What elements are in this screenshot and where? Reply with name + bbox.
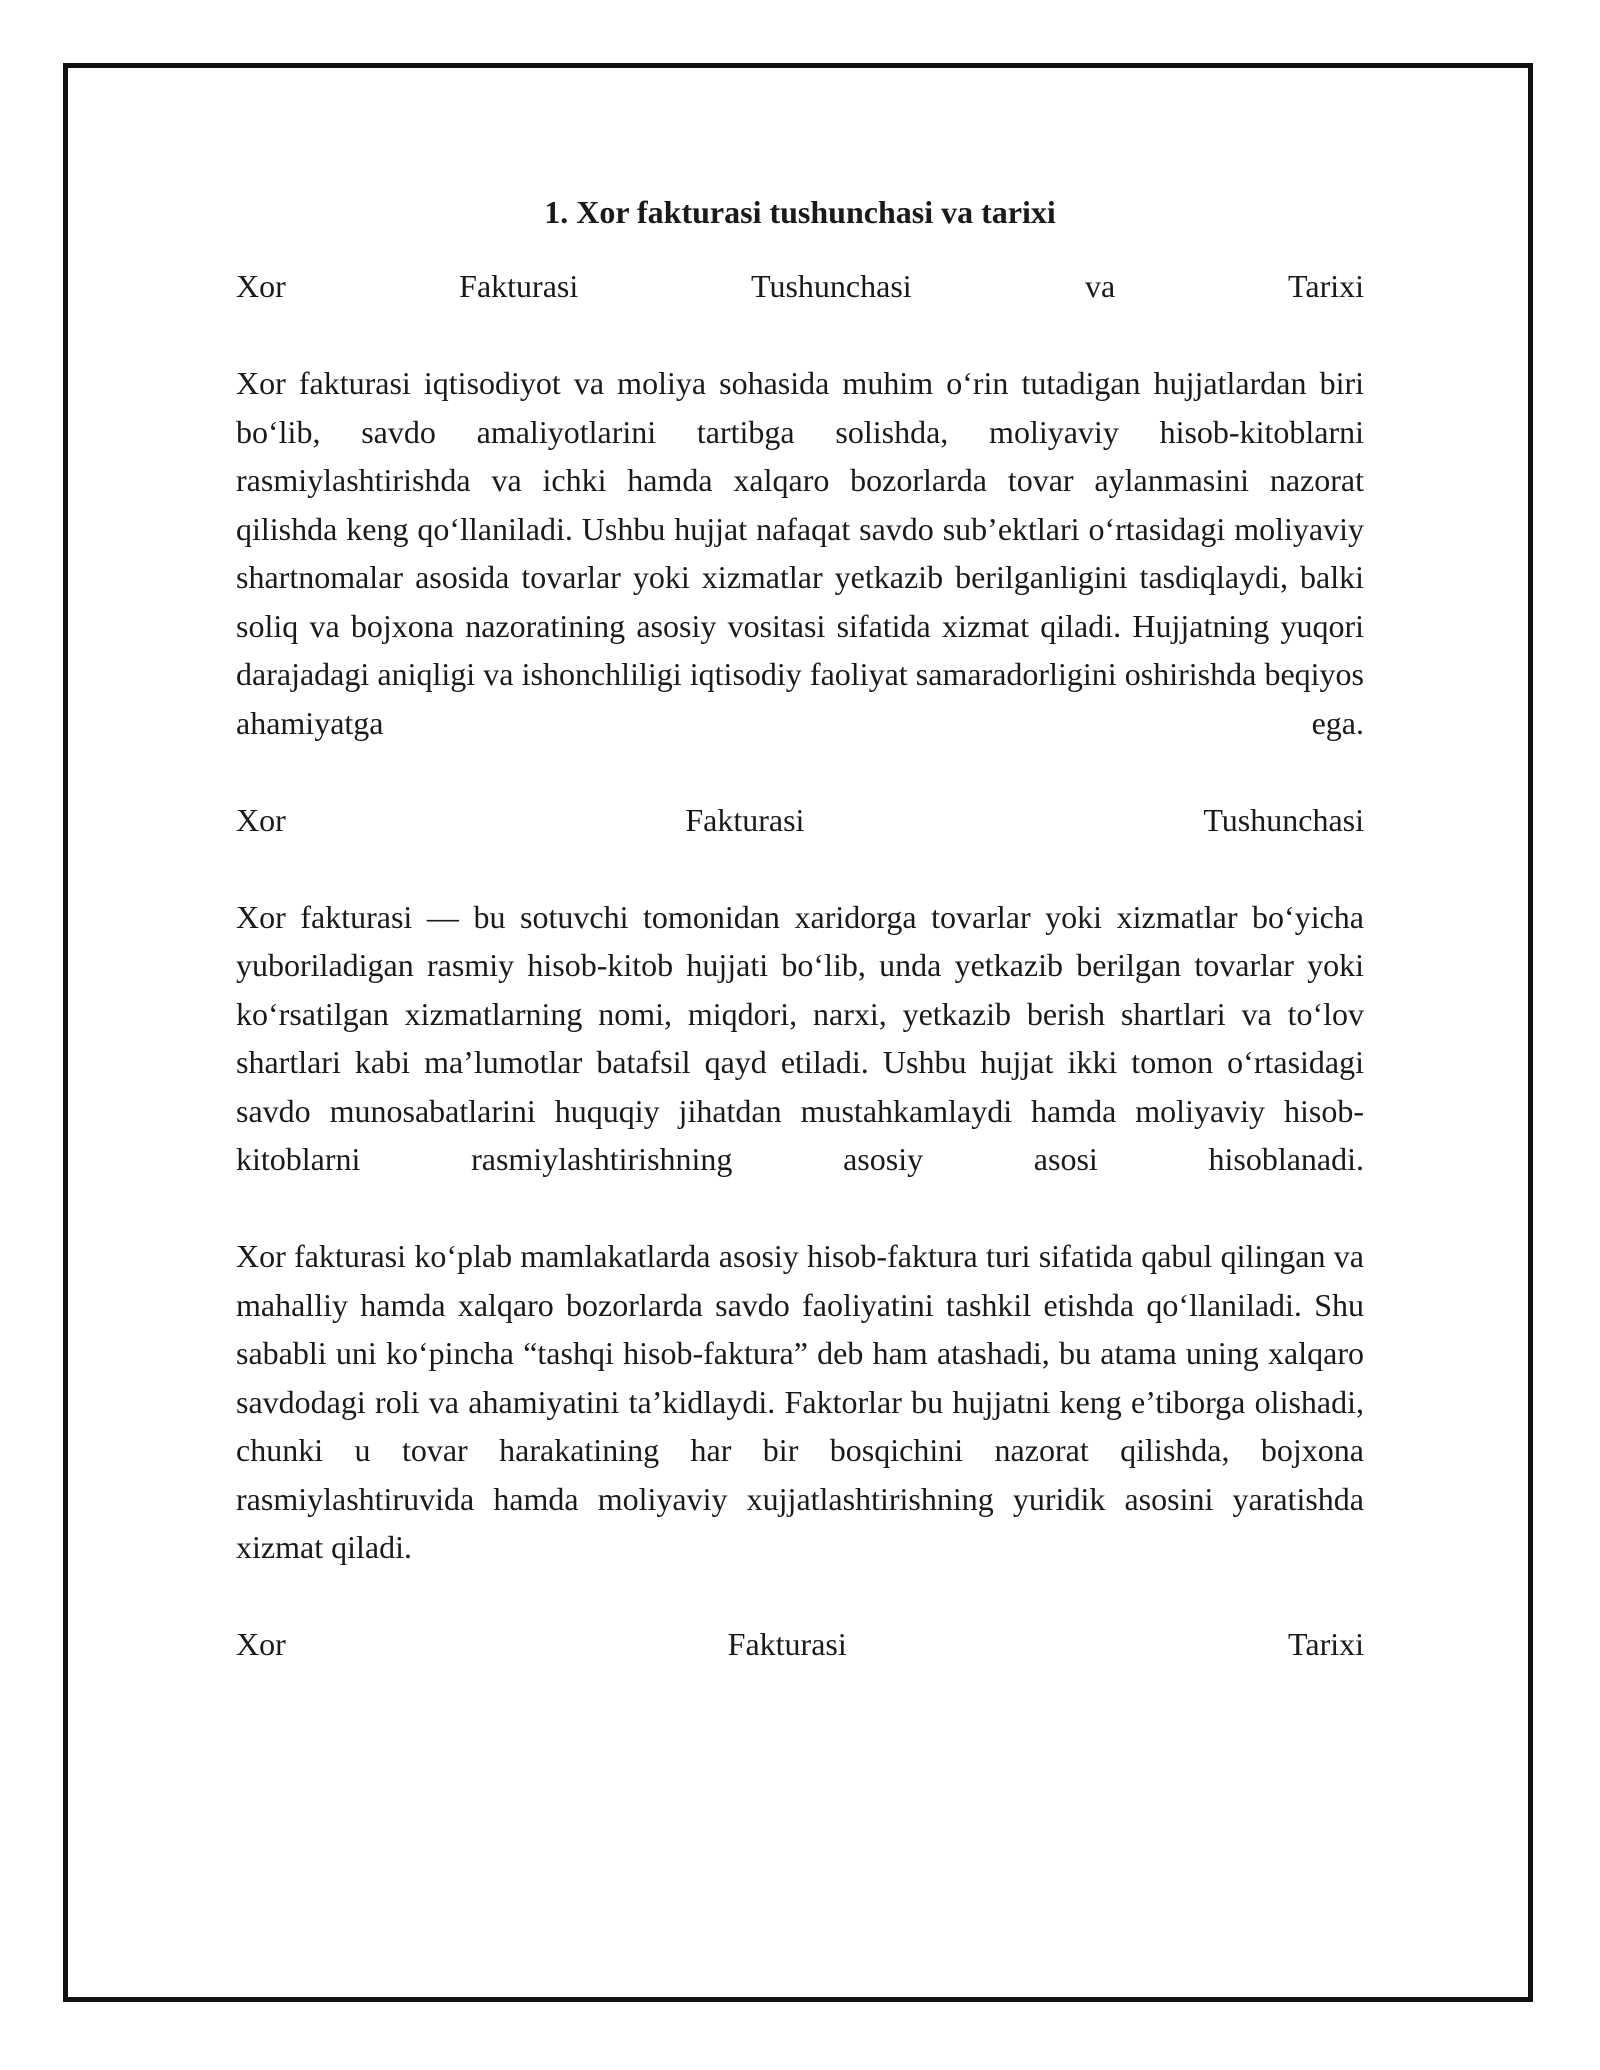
- usage-paragraph: Xor fakturasi ko‘plab mamlakatlarda asosiy hisob-faktura turi sifatida qabul qilingan va mahalliy hamda xalqaro bozorlarda savdo faoliyatini tashkil etishda qo‘llaniladi. Shu sababli uni ko‘pincha “tashqi hisob-faktura” deb ham atashadi, bu atama uning xalqaro savdodagi roli va ahamiyatini ta’kidlaydi. Faktorlar bu hujjatni keng e’tiborga olishadi, chunki u tovar harakatining har bir bosqichini nazorat qilishda, bojxona rasmiylashtiruvida hamda moliyaviy xujjatlashtirishning yuridik asosini yaratishda xizmat qiladi.: [236, 1238, 1364, 1565]
- document-body: [236, 188, 1364, 1717]
- section-heading-concept: Xor Fakturasi Tushunchasi: [236, 801, 1364, 838]
- definition-paragraph: Xor fakturasi — bu sotuvchi tomonidan xaridorga tovarlar yoki xizmatlar bo‘yicha yuboriladigan rasmiy hisob-kitob hujjati bo‘lib, unda yetkazib berilgan tovarlar yoki ko‘rsatilgan xizmatlarning nomi, miqdori, narxi, yetkazib berish shartlari va to‘lov shartlari kabi ma’lumotlar batafsil qayd etiladi. Ushbu hujjat ikki tomon o‘rtasidagi savdo munosabatlarini huquqiy jihatdan mustahkamlaydi hamda moliyaviy hisob-kitoblarni rasmiylashtirishning asosiy asosi hisoblanadi.: [236, 898, 1364, 1177]
- section-heading-history: Xor Fakturasi Tarixi: [236, 1626, 1364, 1662]
- section-heading-concept-and-history: Xor Fakturasi Tushunchasi va Tarixi: [236, 268, 1364, 304]
- intro-paragraph: Xor fakturasi iqtisodiyot va moliya sohasida muhim o‘rin tutadigan hujjatlardan biri bo‘lib, savdo amaliyotlarini tartibga solishda, moliyaviy hisob-kitoblarni rasmiylashtirishda va ichki hamda xalqaro bozorlarda tovar aylanmasini nazorat qilishda keng qo‘llaniladi. Ushbu hujjat nafaqat savdo sub’ektlari o‘rtasidagi moliyaviy shartnomalar asosida tovarlar yoki xizmatlar yetkazib berilganligini tasdiqlaydi, balki soliq va bojxona nazoratining asosiy vositasi sifatida xizmat qiladi. Hujjatning yuqori darajadagi aniqligi va ishonchliligi iqtisodiy faoliyat samaradorligini oshirishda beqiyos ahamiyatga ega.: [236, 365, 1364, 741]
- document-title: 1. Xor fakturasi tushunchasi va tarixi: [544, 194, 1056, 230]
